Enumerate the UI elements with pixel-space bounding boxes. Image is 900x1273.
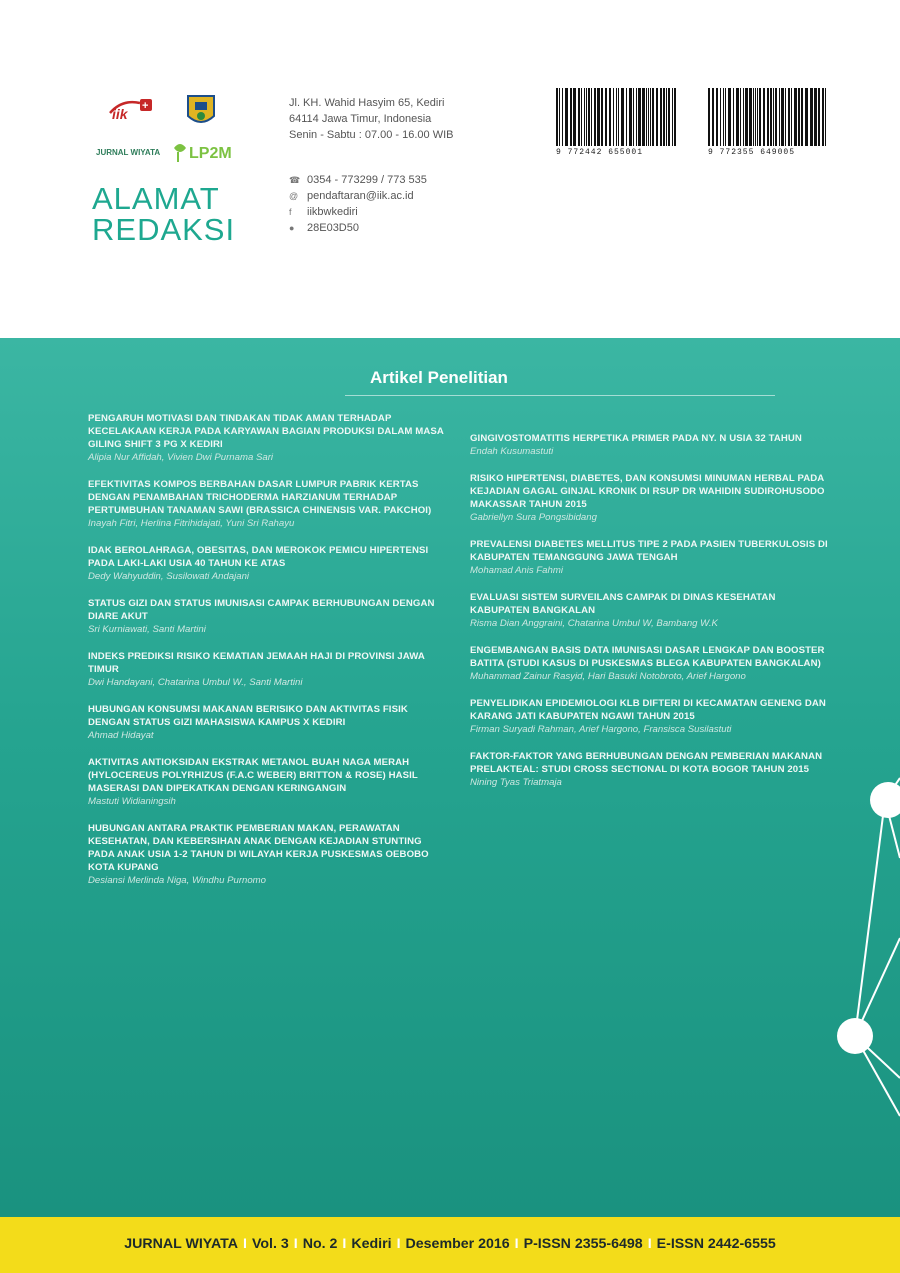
contact-bbm: ● 28E03D50	[289, 222, 359, 234]
footer-city: Kediri	[351, 1236, 392, 1252]
article-authors: Muhammad Zainur Rasyid, Hari Basuki Notobroto, Arief Hargono	[470, 671, 746, 682]
article-title: ENGEMBANGAN BASIS DATA IMUNISASI DASAR LENGKAP DAN BOOSTER BATITA (STUDI KASUS DI PUSKESMAS BLEGA KABUPATEN BANGKALAN)	[470, 645, 825, 669]
article-item[interactable]	[470, 750, 830, 789]
articles-right-column	[470, 432, 830, 803]
footer-separator: I	[396, 1236, 401, 1252]
email-icon: @	[289, 191, 299, 201]
article-title: EVALUASI SISTEM SURVEILANS CAMPAK DI DINAS KESEHATAN KABUPATEN BANGKALAN	[470, 592, 776, 616]
articles-section	[0, 338, 900, 1217]
article-item[interactable]	[88, 597, 448, 636]
article-item[interactable]	[88, 478, 448, 530]
footer-separator: I	[647, 1236, 652, 1252]
barcode-number: 9 772442 655001	[556, 148, 644, 157]
office-hours: Senin - Sabtu : 07.00 - 16.00 WIB	[289, 129, 454, 141]
iik-logo	[106, 95, 160, 123]
article-authors: Firman Suryadi Rahman, Arief Hargono, Fransisca Susilastuti	[470, 724, 732, 735]
footer-info	[0, 1236, 900, 1252]
footer-separator: I	[514, 1236, 519, 1252]
address-block	[289, 95, 453, 143]
article-item[interactable]	[470, 697, 830, 736]
article-authors: Dedy Wahyuddin, Susilowati Andajani	[88, 571, 250, 582]
footer-eissn: E-ISSN 2442-6555	[656, 1236, 776, 1252]
article-item[interactable]	[88, 822, 448, 887]
svg-text:+: +	[142, 100, 149, 112]
article-authors: Endah Kusumastuti	[470, 446, 554, 457]
city-seal-logo	[186, 94, 216, 128]
article-title: HUBUNGAN KONSUMSI MAKANAN BERISIKO DAN AKTIVITAS FISIK DENGAN STATUS GIZI MAHASISWA KAMPUS X KEDIRI	[88, 704, 408, 728]
article-authors: Mohamad Anis Fahmi	[470, 565, 563, 576]
facebook-icon: f	[289, 207, 292, 217]
article-authors: Ahmad Hidayat	[88, 730, 154, 741]
article-title: PREVALENSI DIABETES MELLITUS TIPE 2 PADA PASIEN TUBERKULOSIS DI KABUPATEN TEMANGGUNG JAWA TENGAH	[470, 539, 828, 563]
article-title: STATUS GIZI DAN STATUS IMUNISASI CAMPAK BERHUBUNGAN DENGAN DIARE AKUT	[88, 598, 435, 622]
article-item[interactable]	[470, 432, 830, 458]
article-title: EFEKTIVITAS KOMPOS BERBAHAN DASAR LUMPUR PABRIK KERTAS DENGAN PENAMBAHAN TRICHODERMA HARZIANUM TERHADAP PERTUMBUHAN TANAMAN SAWI (BRASSICA CHINENSIS VAR. PAKCHOI)	[88, 479, 432, 516]
footer-journal: JURNAL WIYATA	[124, 1236, 239, 1252]
article-title: RISIKO HIPERTENSI, DIABETES, DAN KONSUMSI MINUMAN HERBAL PADA KEJADIAN GAGAL GINJAL KRONIK DI RSUP DR WAHIDIN SUDIROHUSODO MAKASSAR TAHUN 2015	[470, 473, 825, 510]
article-title: INDEKS PREDIKSI RISIKO KEMATIAN JEMAAH HAJI DI PROVINSI JAWA TIMUR	[88, 651, 425, 675]
contact-facebook: f iikbwkediri	[289, 206, 358, 218]
article-title: AKTIVITAS ANTIOKSIDAN EKSTRAK METANOL BUAH NAGA MERAH (HYLOCEREUS POLYRHIZUS (F.A.C WEBER) BRITTON & ROSE) HASIL MASERASI DAN DIPEKATKAN DENGAN KERINGANGIN	[88, 757, 418, 794]
article-title: PENGARUH MOTIVASI DAN TINDAKAN TIDAK AMAN TERHADAP KECELAKAAN KERJA PADA KARYAWAN BAGIAN PRODUKSI DALAM MASA GILING SHIFT 3 PG X KEDIRI	[88, 413, 444, 450]
article-item[interactable]	[470, 472, 830, 524]
article-title: FAKTOR-FAKTOR YANG BERHUBUNGAN DENGAN PEMBERIAN MAKANAN PRELAKTEAL: STUDI CROSS SECTIONAL DI KOTA BOGOR TAHUN 2015	[470, 751, 823, 775]
article-authors: Risma Dian Anggraini, Chatarina Umbul W, Bambang W.K	[470, 618, 718, 629]
article-authors: Sri Kurniawati, Santi Martini	[88, 624, 206, 635]
footer-separator: I	[342, 1236, 347, 1252]
footer-number: No. 2	[302, 1236, 338, 1252]
section-heading: Artikel Penelitian	[370, 368, 508, 387]
svg-text:iik: iik	[112, 106, 128, 122]
article-authors: Nining Tyas Triatmaja	[470, 777, 562, 788]
phone-icon: ☎	[289, 175, 301, 185]
footer-bar	[0, 1217, 900, 1273]
barcode-eissn	[708, 88, 828, 160]
article-authors: Mastuti Widianingsih	[88, 796, 176, 807]
address-line: 64114 Jawa Timur, Indonesia	[289, 113, 432, 125]
article-title: GINGIVOSTOMATITIS HERPETIKA PRIMER PADA NY. N USIA 32 TAHUN	[470, 433, 802, 444]
article-item[interactable]	[88, 650, 448, 689]
footer-pissn: P-ISSN 2355-6498	[523, 1236, 643, 1252]
barcode-bars	[708, 88, 828, 146]
footer-date: Desember 2016	[405, 1236, 510, 1252]
contact-email[interactable]: @ pendaftaran@iik.ac.id	[289, 190, 414, 202]
article-title: HUBUNGAN ANTARA PRAKTIK PEMBERIAN MAKAN, PERAWATAN KESEHATAN, DAN KEBERSIHAN ANAK DENGAN KEJADIAN STUNTING PADA ANAK USIA 1-2 TAHUN DI WILAYAH KERJA PUSKESMAS OEBOBO KOTA KUPANG	[88, 823, 429, 873]
article-item[interactable]	[470, 644, 830, 683]
article-item[interactable]	[88, 412, 448, 464]
barcode-number: 9 772355 649005	[708, 148, 796, 157]
article-authors: Alipia Nur Affidah, Vivien Dwi Purnama Sari	[88, 452, 274, 463]
heading-divider	[345, 395, 775, 396]
article-authors: Inayah Fitri, Herlina Fitrihidajati, Yuni Sri Rahayu	[88, 518, 295, 529]
article-item[interactable]	[470, 591, 830, 630]
footer-volume: Vol. 3	[251, 1236, 289, 1252]
articles-left-column	[88, 412, 448, 901]
barcode-pissn	[556, 88, 676, 160]
bbm-icon: ●	[289, 223, 295, 233]
article-item[interactable]	[88, 544, 448, 583]
jurnal-wiyata-logo: JURNAL WIYATA	[96, 148, 161, 157]
page-title: ALAMAT REDAKSI	[92, 181, 236, 247]
article-item[interactable]	[88, 703, 448, 742]
article-authors: Dwi Handayani, Chatarina Umbul W., Santi Martini	[88, 677, 303, 688]
article-authors: Desiansi Merlinda Niga, Windhu Purnomo	[88, 875, 267, 886]
article-title: PENYELIDIKAN EPIDEMIOLOGI KLB DIFTERI DI KECAMATAN GENENG DAN KARANG JATI KABUPATEN NGAWI TAHUN 2015	[470, 698, 826, 722]
footer-separator: I	[293, 1236, 298, 1252]
barcode-bars	[556, 88, 676, 146]
footer-separator: I	[243, 1236, 247, 1252]
svg-text:LP2M: LP2M	[189, 145, 232, 162]
address-line: Jl. KH. Wahid Hasyim 65, Kediri	[289, 97, 445, 109]
header-section	[0, 0, 900, 338]
article-item[interactable]	[470, 538, 830, 577]
article-item[interactable]	[88, 756, 448, 808]
contact-phone: ☎ 0354 - 773299 / 773 535	[289, 174, 427, 186]
article-authors: Gabriellyn Sura Pongsibidang	[470, 512, 597, 523]
lp2m-logo	[170, 138, 240, 164]
article-title: IDAK BEROLAHRAGA, OBESITAS, DAN MEROKOK PEMICU HIPERTENSI PADA LAKI-LAKI USIA 40 TAHUN KE ATAS	[88, 545, 429, 569]
contact-list	[289, 172, 427, 236]
